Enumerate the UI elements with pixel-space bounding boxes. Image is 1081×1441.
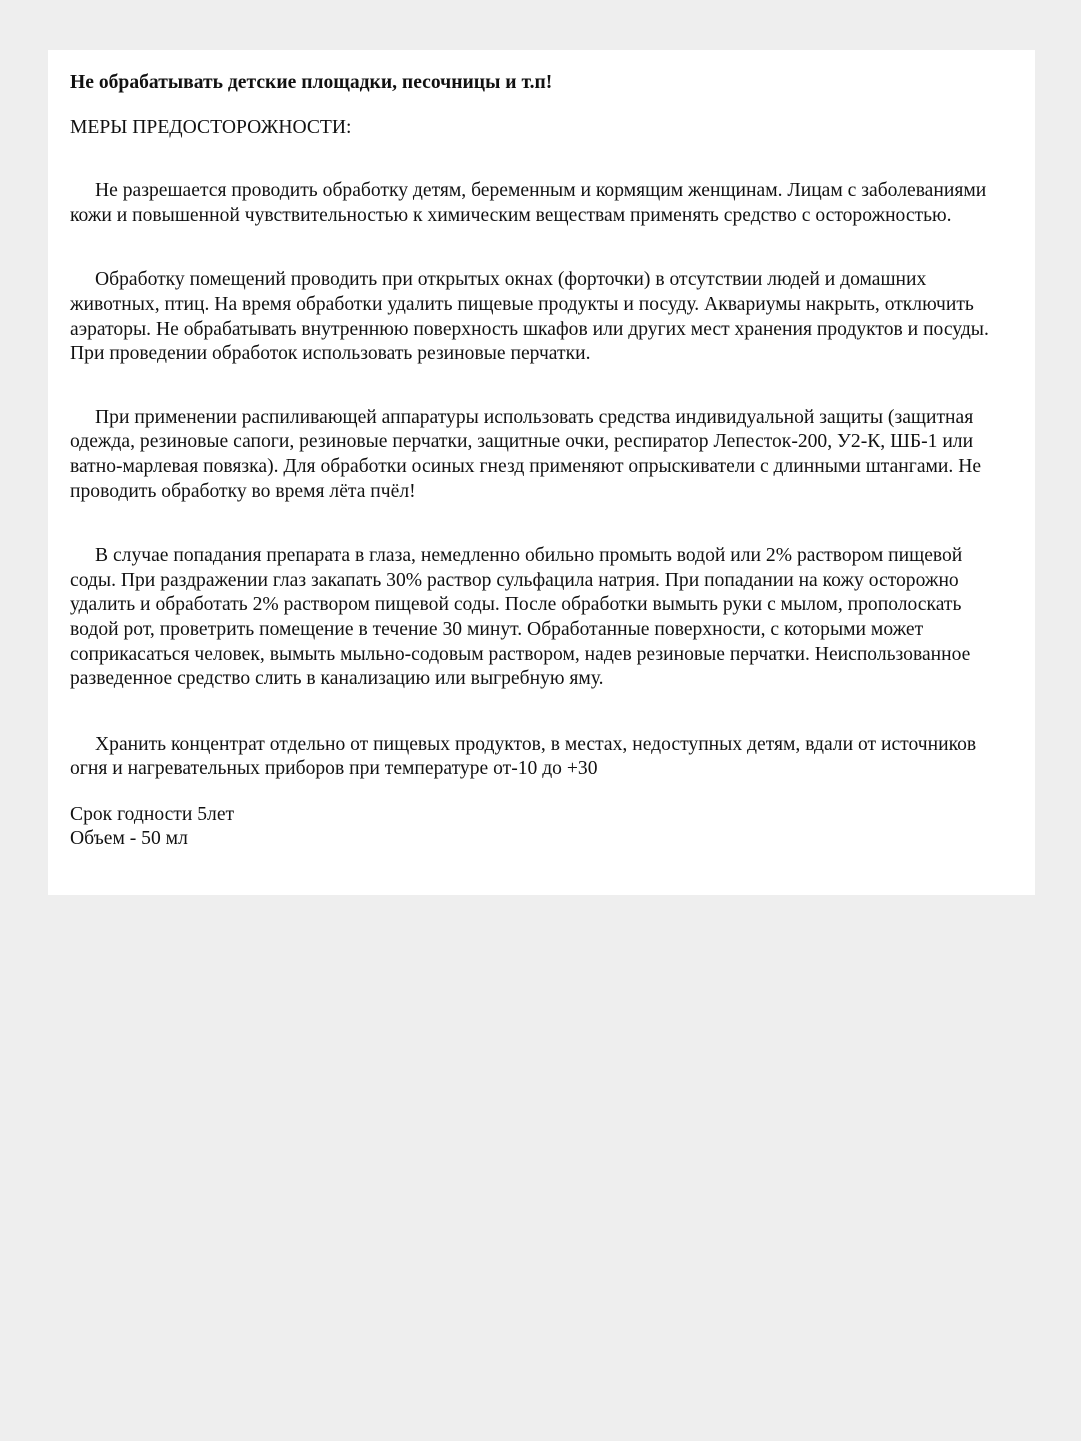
paragraph-restrictions: Не разрешается проводить обработку детям, беременным и кормящим женщинам. Лицам с заболеваниями кожи и повышенной чувствительностью к химическим веществам применять средство с осторожностью. (70, 180, 987, 226)
paragraph-first-aid: В случае попадания препарата в глаза, немедленно обильно промыть водой или 2% раствором пищевой соды. При раздражении глаз закапать 30% раствор сульфацила натрия. При попадании на кожу осторожно удалить и обработать 2% раствором пищевой соды. После обработки вымыть руки с мылом, прополоскать водой рот, проветрить помещение в течение 30 минут. Обработанные поверхности, с которыми может соприкасаться человек, вымыть мыльно-содовым раствором, надев резиновые перчатки. Неиспользованное разведенное средство слить в канализацию или выгребную яму. (70, 545, 971, 690)
paragraph-storage: Хранить концентрат отдельно от пищевых продуктов, в местах, недоступных детям, вдали от источников огня и нагревательных приборов при температуре от-10 до +30 (70, 733, 977, 780)
paragraph-room-treatment: Обработку помещений проводить при открытых окнах (форточки) в отсутствии людей и домашних животных, птиц. На время обработки удалить пищевые продукты и посуду. Аквариумы накрыть, отключить аэраторы. Не обрабатывать внутреннюю поверхность шкафов или других мест хранения продуктов и посуды. При проведении обработок использовать резиновые перчатки. (70, 269, 989, 365)
product-info (70, 803, 1013, 852)
warning-heading: Не обрабатывать детские площадки, песочницы и т.п! (70, 72, 553, 93)
volume: Объем - 50 мл (70, 828, 188, 850)
section-title: МЕРЫ ПРЕДОСТОРОЖНОСТИ: (70, 116, 352, 138)
shelf-life: Срок годности 5лет (70, 803, 235, 825)
document-sheet (48, 50, 1035, 895)
paragraph-protective-equipment: При применении распиливающей аппаратуры использовать средства индивидуальной защиты (защитная одежда, резиновые сапоги, резиновые перчатки, защитные очки, респиратор Лепесток-200, У2-К, ШБ-1 или ватно-марлевая повязка). Для обработки осиных гнезд применяют опрыскиватели с длинными штангами. Не проводить обработку во время лёта пчёл! (70, 406, 982, 502)
